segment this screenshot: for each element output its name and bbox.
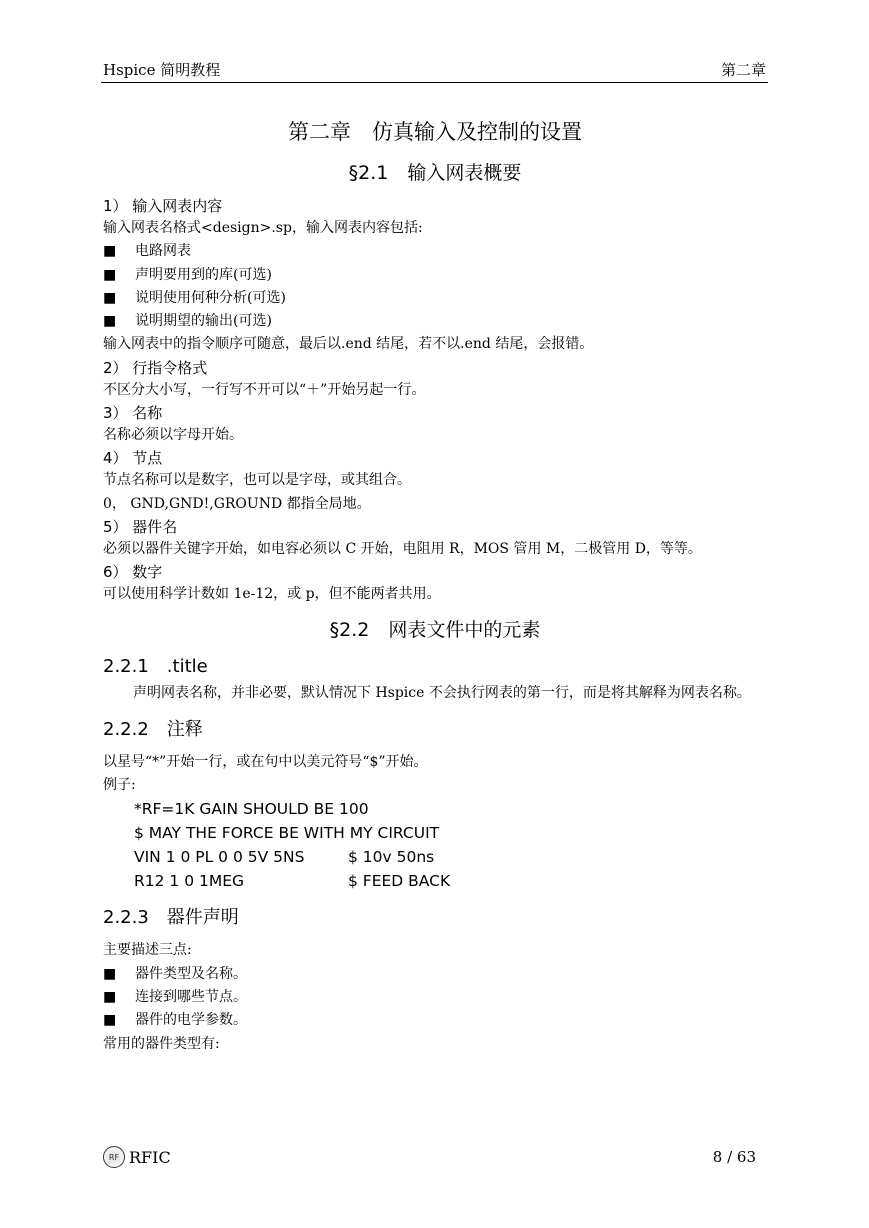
item-heading-4: 4） 节点 (103, 449, 163, 468)
section-2-2-title: §2.2 网表文件中的元素 (329, 618, 541, 641)
header-title: Hspice 简明教程 (103, 61, 221, 79)
paragraph: 节点名称可以是数字，也可以是字母，或其组合。 (103, 472, 411, 489)
page-content (103, 112, 767, 1056)
bullet-icon: ■ (103, 1012, 117, 1029)
item-heading-5: 5） 器件名 (103, 517, 178, 536)
item-heading-3: 3） 名称 (103, 404, 163, 423)
paragraph: 输入网表名格式<design>.sp，输入网表内容包括: (103, 220, 423, 236)
code-line: *RF=1K GAIN SHOULD BE 100 (134, 800, 369, 819)
list-item (103, 986, 767, 1009)
code-comment: $ FEED BACK (348, 872, 451, 891)
paragraph: 名称必须以字母开始。 (103, 427, 243, 444)
bullet-icon: ■ (103, 243, 117, 260)
bullet-icon: ■ (103, 989, 117, 1006)
code-comment: $ 10v 50ns (348, 848, 435, 867)
paragraph: 常用的器件类型有: (103, 1035, 220, 1052)
subsection-2-2-2-title: 2.2.2 注释 (103, 718, 203, 740)
item-heading-6: 6） 数字 (103, 563, 163, 582)
paragraph: 可以使用科学计数如 1e-12，或 p，但不能两者共用。 (103, 586, 441, 603)
list-item-text: 器件的电学参数。 (135, 1012, 247, 1029)
paragraph: 必须以器件关键字开始，如电容必须以 C 开始，电阻用 R，MOS 管用 M，二极管用 D，等等。 (103, 540, 702, 557)
list-item-text: 声明要用到的库(可选) (135, 266, 272, 283)
bullet-icon: ■ (103, 266, 117, 283)
chapter-title: 第二章 仿真输入及控制的设置 (288, 120, 582, 144)
bullet-icon: ■ (103, 289, 117, 306)
page-number: 8 / 63 (712, 1148, 756, 1166)
header-chapter: 第二章 (720, 61, 766, 79)
list-item-text: 说明期望的输出(可选) (135, 313, 272, 330)
list-item (103, 264, 767, 287)
paragraph: 以星号“*”开始一行，或在句中以美元符号“$”开始。 (103, 753, 428, 770)
subsection-2-2-1-title: 2.2.1 .title (103, 655, 208, 677)
paragraph: 主要描述三点: (103, 942, 192, 959)
bullet-icon: ■ (103, 313, 117, 330)
subsection-2-2-3-title: 2.2.3 器件声明 (103, 907, 239, 929)
list-item (103, 240, 767, 263)
code-example (103, 797, 767, 893)
header-rule (101, 82, 768, 83)
footer-brand-text: RFIC (129, 1147, 171, 1167)
bullet-icon: ■ (103, 965, 117, 982)
list-item (103, 287, 767, 310)
list-item-text: 说明使用何种分析(可选) (135, 289, 286, 306)
paragraph: 输入网表中的指令顺序可随意，最后以.end 结尾，若不以.end 结尾，会报错。 (103, 336, 594, 353)
code-line: VIN 1 0 PL 0 0 5V 5NS (134, 848, 305, 867)
list-item (103, 963, 767, 986)
paragraph: 不区分大小写，一行写不开可以“＋”开始另起一行。 (103, 381, 426, 398)
item-heading-2: 2） 行指令格式 (103, 358, 208, 377)
list-item (103, 310, 767, 333)
example-label: 例子: (103, 777, 136, 794)
code-line: R12 1 0 1MEG (134, 872, 245, 891)
section-2-1-title: §2.1 输入网表概要 (348, 162, 522, 184)
list-item-text: 器件类型及名称。 (135, 965, 247, 982)
footer-brand (103, 1146, 171, 1168)
rfic-logo-icon: RF (103, 1146, 125, 1168)
paragraph: 声明网表名称，并非必要，默认情况下 Hspice 不会执行网表的第一行，而是将其解释为网表名称。 (133, 684, 751, 701)
code-line: $ MAY THE FORCE BE WITH MY CIRCUIT (134, 824, 440, 843)
list-item-text: 连接到哪些节点。 (135, 989, 247, 1006)
item-heading-1: 1） 输入网表内容 (103, 197, 223, 215)
list-item-text: 电路网表 (135, 243, 191, 260)
list-item (103, 1009, 767, 1032)
paragraph: 0， GND,GND!,GROUND 都指全局地。 (103, 495, 371, 512)
